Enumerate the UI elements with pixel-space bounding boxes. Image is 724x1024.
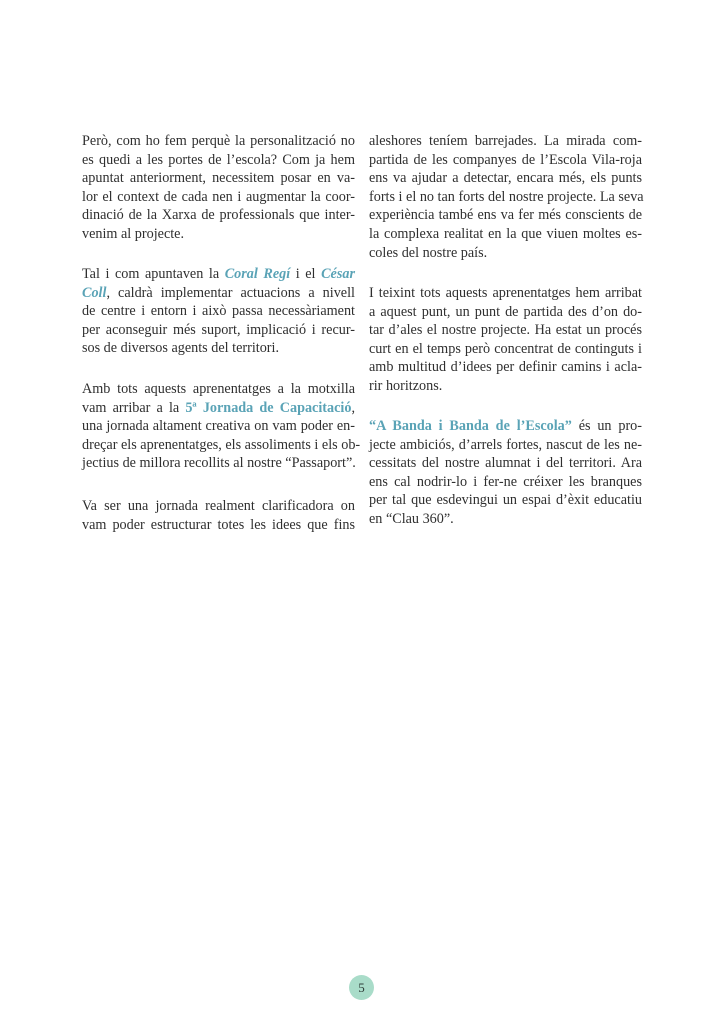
text-line bbox=[82, 321, 355, 340]
text-line bbox=[369, 473, 642, 492]
text-segment: aleshores teníem barrejades. La mirada com- bbox=[369, 133, 642, 149]
text-line bbox=[369, 377, 642, 396]
text-line bbox=[82, 339, 355, 358]
text-line bbox=[82, 399, 355, 418]
page-number-badge: 5 bbox=[349, 975, 374, 1000]
text-segment: a aquest punt, un punt de partida des d’on do- bbox=[369, 303, 642, 320]
paragraph bbox=[82, 380, 361, 473]
text-segment: jecte ambiciós, d’arrels fortes, nascut de les ne- bbox=[369, 436, 642, 453]
text-line bbox=[82, 302, 355, 321]
text-segment: venim al projecte. bbox=[82, 225, 185, 242]
text-segment: una jornada altament creativa on vam poder en- bbox=[82, 418, 355, 435]
text-line bbox=[82, 151, 355, 170]
text-line bbox=[82, 132, 355, 151]
text-segment: de centre i entorn i això passa necessàriament bbox=[82, 303, 355, 320]
text-segment: és un pro- bbox=[571, 418, 642, 434]
text-segment: , bbox=[351, 399, 355, 416]
text-segment: es quedi a les portes de l’escola? Com ja hem bbox=[82, 151, 355, 168]
highlighted-text: “A Banda i Banda de l’Escola” bbox=[369, 418, 572, 434]
text-line bbox=[369, 151, 642, 170]
text-line bbox=[82, 380, 355, 399]
text-segment: vam poder estructurar totes les idees que fins bbox=[82, 516, 355, 533]
text-segment: per tal que esdevingui un espai d’èxit educatiu bbox=[369, 492, 642, 509]
text-segment: sos de diversos agents del territori. bbox=[82, 340, 280, 357]
text-line bbox=[369, 454, 642, 473]
text-line bbox=[82, 417, 355, 436]
text-segment: ens cal nodrir-lo i fer-ne créixer les branques bbox=[369, 473, 642, 490]
paragraph bbox=[369, 132, 642, 262]
text-line bbox=[82, 225, 355, 244]
text-segment: lor el context de cada nen i augmentar la coor- bbox=[82, 188, 355, 205]
text-line bbox=[369, 132, 642, 151]
text-line bbox=[369, 225, 642, 244]
text-line bbox=[82, 188, 355, 207]
text-segment: amb multitud d’idees per definir camins i acla- bbox=[369, 359, 642, 376]
text-segment: Va ser una jornada realment clarificadora on bbox=[82, 498, 355, 514]
paragraph bbox=[82, 497, 355, 534]
text-line bbox=[369, 510, 642, 529]
text-line bbox=[369, 244, 642, 263]
highlighted-text: Coll bbox=[82, 284, 107, 301]
text-segment: partida de les companyes de l’Escola Vila-roja bbox=[369, 151, 642, 168]
text-segment: curt en el temps però concentrat de continguts i bbox=[369, 340, 642, 357]
text-segment: dinació de la Xarxa de professionals que inter- bbox=[82, 207, 355, 224]
text-line bbox=[369, 188, 642, 207]
text-segment: per aconseguir més suport, implicació i recur- bbox=[82, 321, 355, 338]
text-line bbox=[82, 169, 355, 188]
paragraph bbox=[82, 132, 355, 244]
text-line bbox=[369, 169, 642, 188]
text-line bbox=[82, 206, 355, 225]
text-segment: ens va ajudar a detectar, encara més, els punts bbox=[369, 170, 642, 187]
text-line bbox=[82, 284, 355, 303]
text-segment: forts i el no tan forts del nostre projecte. La seva bbox=[369, 188, 644, 205]
highlighted-text: Coral Regí bbox=[224, 266, 291, 282]
text-line bbox=[82, 516, 355, 535]
text-line bbox=[82, 454, 355, 473]
text-segment: i el bbox=[290, 266, 322, 282]
text-line bbox=[369, 206, 642, 225]
text-segment: , caldrà implementar actuacions a nivell bbox=[106, 284, 355, 301]
text-line bbox=[82, 497, 355, 516]
highlighted-text: 5ª Jornada de Capacitació bbox=[185, 399, 352, 416]
text-line bbox=[369, 491, 642, 510]
paragraph bbox=[369, 417, 642, 529]
text-segment: vam arribar a la bbox=[82, 399, 186, 416]
text-line bbox=[369, 417, 642, 436]
text-segment: Però, com ho fem perquè la personalització no bbox=[82, 133, 355, 149]
text-segment: Tal i com apuntaven la bbox=[82, 266, 225, 282]
text-segment: jectius de millora recollits al nostre “Passaport”. bbox=[82, 455, 356, 472]
paragraph bbox=[369, 284, 642, 396]
text-line bbox=[369, 340, 642, 359]
paragraph bbox=[82, 265, 355, 358]
text-line bbox=[369, 303, 642, 322]
text-line bbox=[369, 358, 642, 377]
text-segment: dreçar els aprenentatges, els assoliments i els ob- bbox=[82, 436, 361, 453]
text-segment: tar d’ales el nostre projecte. Ha estat un procés bbox=[369, 322, 642, 339]
text-line bbox=[369, 284, 642, 303]
text-line bbox=[82, 265, 355, 284]
text-segment: apuntat anteriorment, necessitem posar en va- bbox=[82, 170, 355, 187]
text-line bbox=[369, 321, 642, 340]
text-segment: experiència també ens va fer més conscients de bbox=[369, 207, 642, 224]
text-segment: coles del nostre país. bbox=[369, 244, 488, 261]
highlighted-text: César bbox=[321, 266, 355, 282]
text-segment: cessitats del nostre alumnat i del territori. Ara bbox=[369, 455, 642, 472]
text-segment: Amb tots aquests aprenentatges a la motxilla bbox=[82, 381, 355, 397]
text-line bbox=[82, 436, 361, 455]
text-segment: rir horitzons. bbox=[369, 377, 443, 394]
text-segment: en “Clau 360”. bbox=[369, 510, 454, 527]
text-line bbox=[369, 436, 642, 455]
text-segment: la complexa realitat en la que viuen moltes es- bbox=[369, 225, 642, 242]
text-segment: I teixint tots aquests aprenentatges hem arribat bbox=[369, 285, 642, 301]
